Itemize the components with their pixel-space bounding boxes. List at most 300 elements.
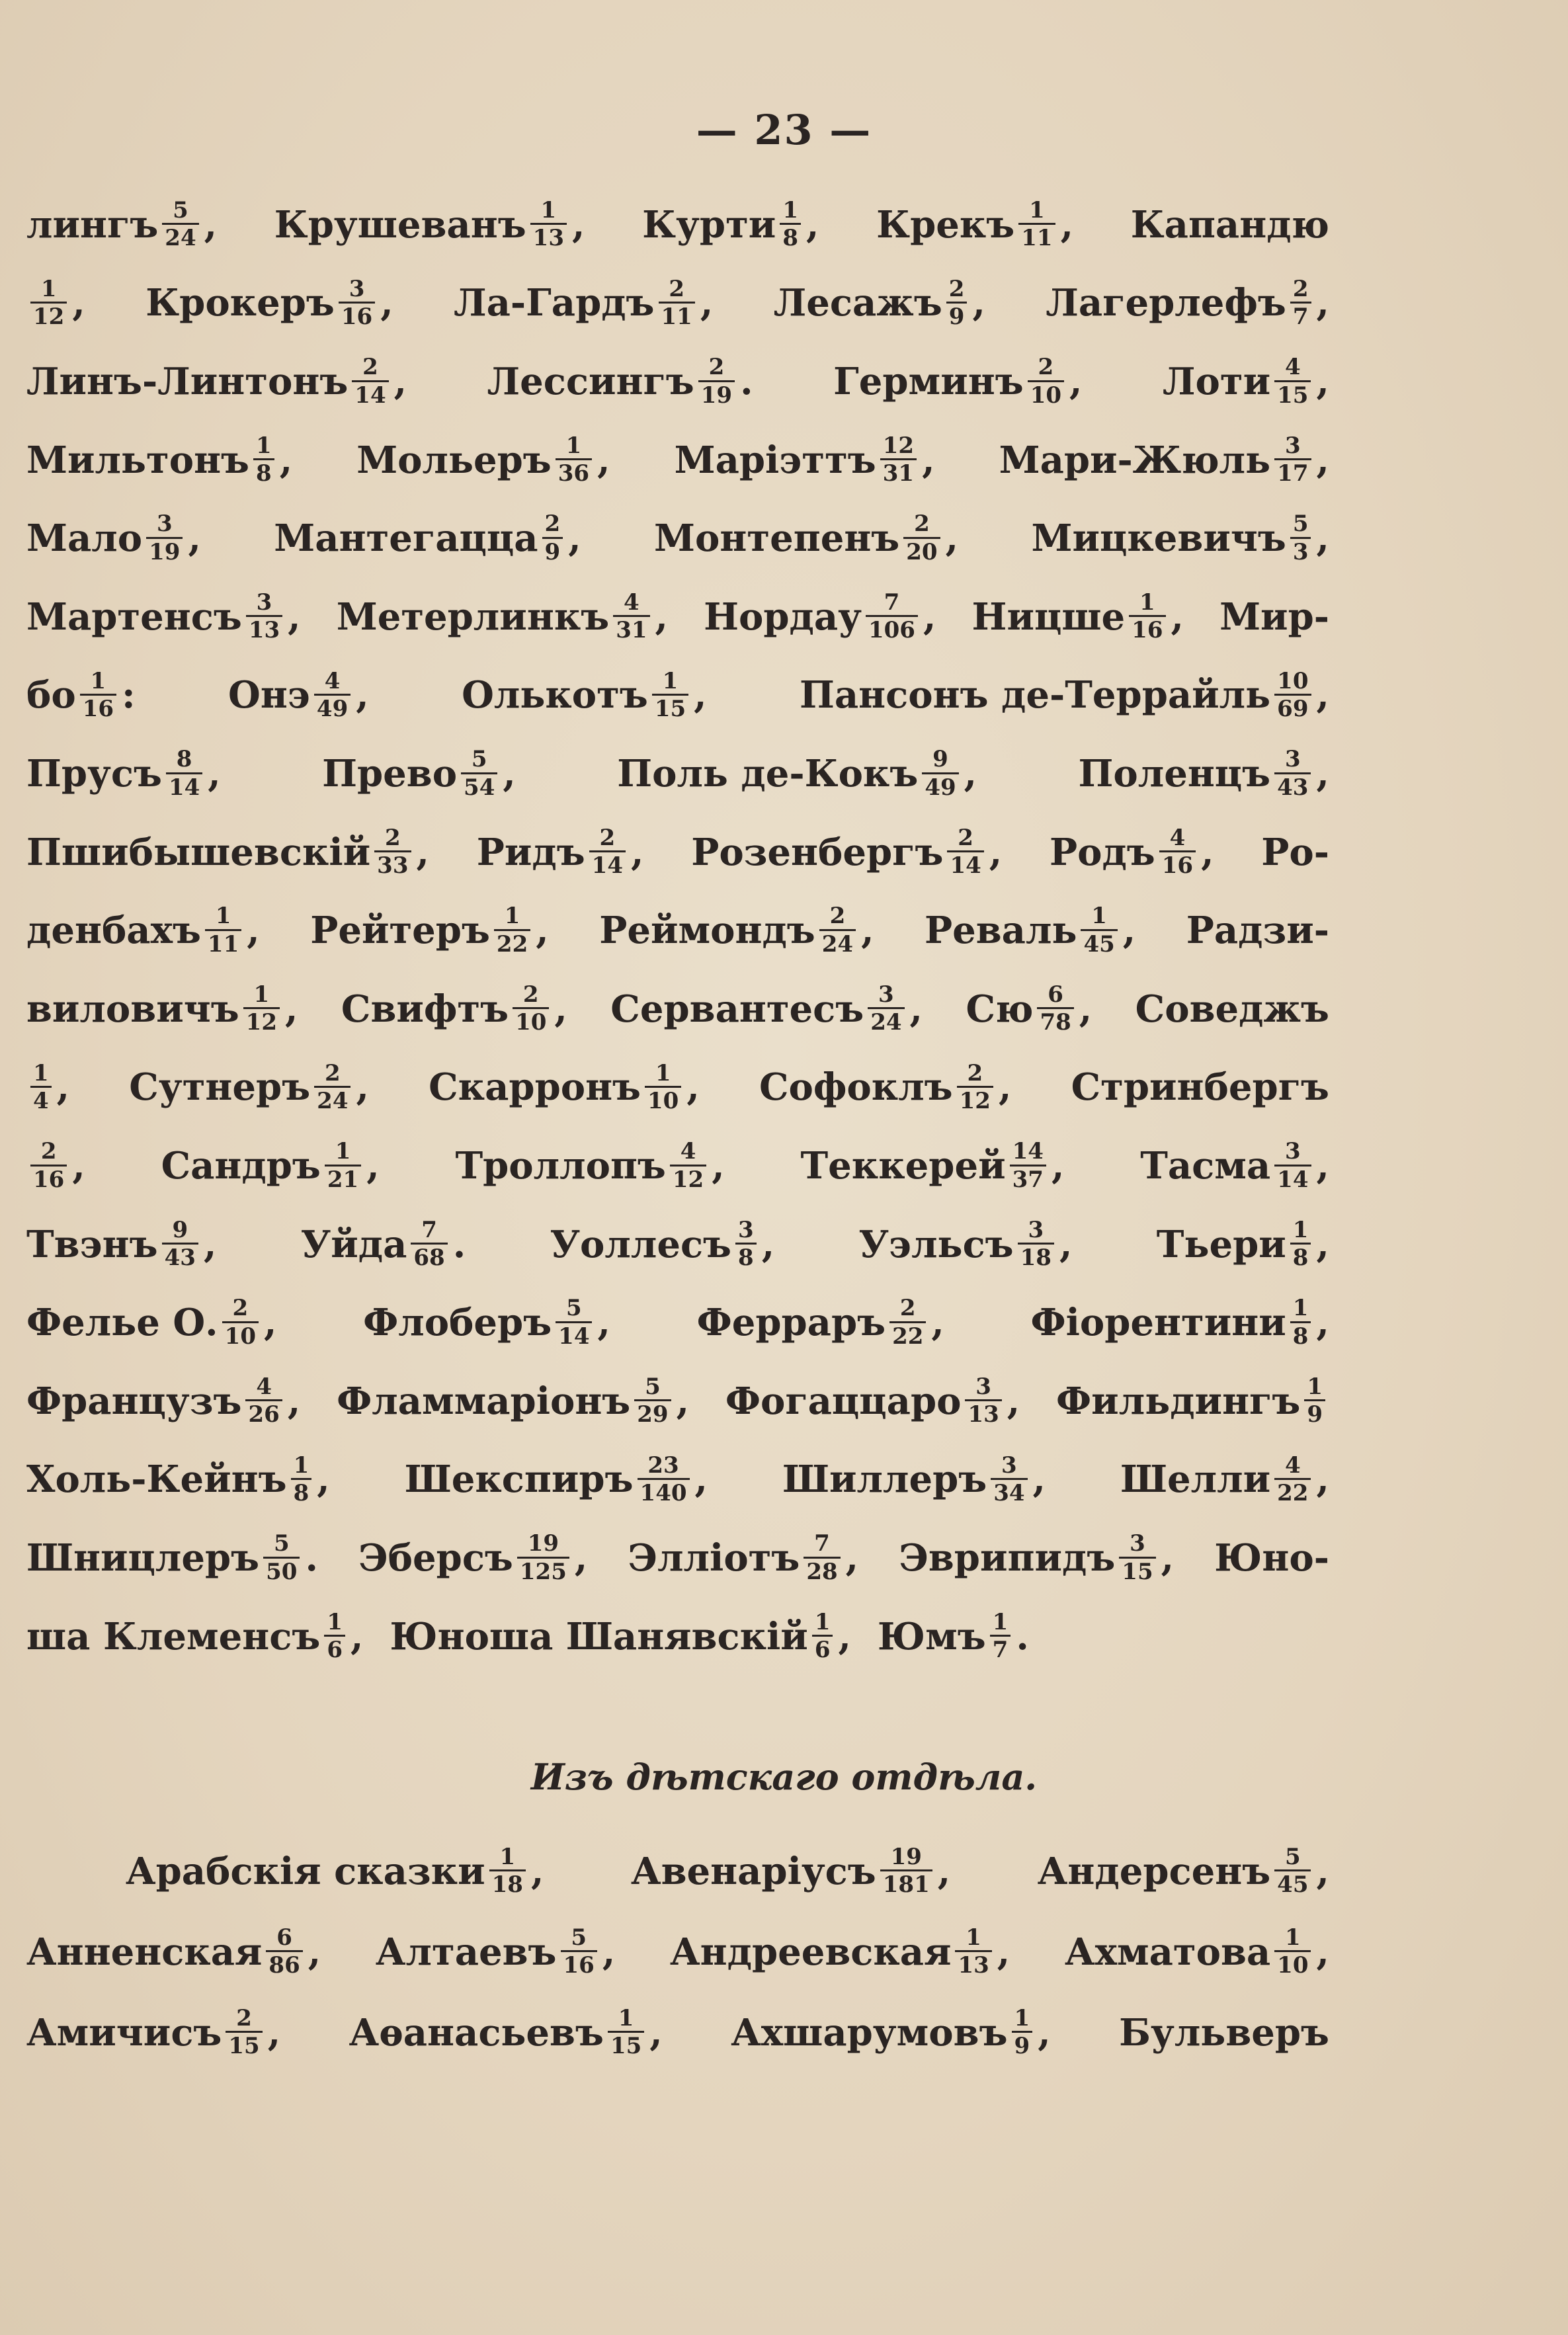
author-entry <box>774 277 985 330</box>
punctuation: , <box>1161 1536 1175 1580</box>
punctuation: , <box>1051 1144 1065 1188</box>
fraction-denominator: 10 <box>1274 1950 1311 1978</box>
author-entry <box>26 747 221 800</box>
fraction-numerator: 3 <box>878 981 894 1008</box>
fraction-numerator: 1 <box>1284 1924 1301 1951</box>
author-name: Юноша Шанявскій <box>390 1614 808 1659</box>
fraction-numerator: 12 <box>882 432 915 459</box>
fraction-denominator: 6 <box>812 1635 833 1662</box>
author-name: ша Клеменсъ <box>26 1614 321 1659</box>
fraction-numerator: 5 <box>645 1373 661 1400</box>
fraction-denominator: 10 <box>513 1007 549 1035</box>
author-entry <box>26 277 85 330</box>
author-entry <box>925 904 1135 957</box>
author-entry <box>228 669 369 722</box>
fraction-numerator: 5 <box>173 197 188 224</box>
author-entry <box>876 198 1073 251</box>
author-entry <box>26 2006 280 2059</box>
author-name: Уэльсъ <box>858 1222 1014 1266</box>
author-entry <box>1163 355 1329 408</box>
author-entry <box>1157 1218 1329 1271</box>
rating-fraction <box>325 1139 361 1192</box>
author-entry <box>670 1926 1010 1979</box>
author-entry <box>1031 512 1329 565</box>
punctuation: , <box>1069 360 1083 404</box>
author-entry <box>691 826 1002 879</box>
punctuation: , <box>845 1536 859 1580</box>
punctuation: , <box>998 1065 1012 1110</box>
rating-fraction <box>812 1610 833 1663</box>
author-name: Ахшарумовъ <box>731 2010 1008 2055</box>
author-name: Эллiотъ <box>628 1536 800 1580</box>
author-entry <box>800 669 1329 722</box>
author-name: Троллопъ <box>455 1144 666 1188</box>
author-name: Мольеръ <box>356 438 552 482</box>
author-entry <box>358 1532 587 1584</box>
author-entry <box>1214 1536 1329 1580</box>
author-name: денбахъ <box>26 909 201 953</box>
author-name: Прево <box>322 752 458 796</box>
punctuation: . <box>1016 1614 1029 1659</box>
author-name: Юмъ <box>877 1614 986 1659</box>
fraction-denominator: 14 <box>166 772 202 800</box>
author-entry <box>878 1610 1029 1663</box>
fraction-numerator: 1 <box>966 1924 981 1951</box>
author-entry <box>631 1845 950 1898</box>
rating-fraction <box>1018 1218 1054 1271</box>
fraction-numerator: 2 <box>522 981 539 1008</box>
punctuation: , <box>805 202 819 247</box>
rating-fraction <box>1304 1375 1325 1428</box>
author-entry <box>376 1926 615 1979</box>
author-entry <box>675 434 935 487</box>
fraction-numerator: 1 <box>662 667 679 694</box>
punctuation: , <box>655 594 669 639</box>
author-entry <box>26 1139 85 1192</box>
fraction-numerator: 2 <box>708 354 725 381</box>
author-entry <box>26 512 201 565</box>
fraction-numerator: 3 <box>1130 1530 1145 1557</box>
fraction-denominator: 16 <box>561 1950 597 1978</box>
punctuation: , <box>922 438 935 482</box>
punctuation: , <box>1122 909 1136 953</box>
fraction-numerator: 1 <box>256 432 272 459</box>
author-name: Фіорентини <box>1030 1301 1286 1345</box>
rating-fraction <box>947 826 983 879</box>
author-entry <box>26 1532 318 1584</box>
author-name: Онэ <box>228 673 310 717</box>
author-entry <box>1050 826 1214 879</box>
fraction-denominator: 15 <box>652 694 688 721</box>
punctuation: , <box>1316 752 1329 796</box>
punctuation: , <box>308 1930 321 1974</box>
author-name: Эберсъ <box>358 1536 513 1580</box>
punctuation: , <box>188 516 201 561</box>
text-line <box>26 669 1329 722</box>
fraction-numerator: 1 <box>782 197 798 224</box>
author-name: Тасма <box>1140 1144 1271 1188</box>
fraction-denominator: 18 <box>489 1869 526 1897</box>
fraction-numerator: 14 <box>1012 1138 1044 1165</box>
author-name: Андреевская <box>670 1930 952 1974</box>
fraction-denominator: 68 <box>411 1243 447 1270</box>
author-entry <box>1186 909 1329 953</box>
author-entry <box>487 355 753 408</box>
fraction-denominator: 15 <box>226 2031 262 2059</box>
punctuation: , <box>56 1065 70 1110</box>
fraction-numerator: 2 <box>1292 275 1309 302</box>
author-name: Юно- <box>1214 1536 1329 1580</box>
author-entry <box>301 1218 466 1271</box>
author-entry <box>1120 1454 1329 1506</box>
author-entry <box>1056 1375 1329 1428</box>
fraction-numerator: 1 <box>1014 2005 1030 2031</box>
fraction-denominator: 6 <box>324 1635 345 1662</box>
fraction-numerator: 1 <box>814 1608 831 1635</box>
rating-fraction <box>542 512 563 565</box>
fraction-denominator: 140 <box>638 1478 690 1506</box>
rating-fraction <box>880 1845 932 1898</box>
author-name: Поль де-Кокъ <box>617 752 919 796</box>
fraction-numerator: 4 <box>1284 1452 1301 1479</box>
punctuation: : <box>122 673 136 717</box>
fraction-numerator: 4 <box>1284 354 1301 381</box>
fraction-denominator: 14 <box>947 850 983 878</box>
author-entry <box>704 591 936 643</box>
punctuation: , <box>1316 281 1329 325</box>
rating-fraction <box>1018 198 1055 251</box>
fraction-denominator: 14 <box>589 850 626 878</box>
author-name: Анненская <box>26 1930 263 1974</box>
fraction-numerator: 3 <box>256 589 272 616</box>
rating-fraction <box>494 904 530 957</box>
punctuation: , <box>861 909 874 953</box>
punctuation: , <box>945 516 959 561</box>
text-line <box>26 198 1329 251</box>
author-name: Курти <box>642 202 776 247</box>
fraction-denominator: 24 <box>314 1086 351 1114</box>
punctuation: , <box>1316 1457 1329 1502</box>
fraction-denominator: 18 <box>1018 1243 1054 1270</box>
rating-fraction <box>957 1061 993 1114</box>
fraction-denominator: 33 <box>374 850 411 878</box>
text-line <box>26 2006 1329 2059</box>
rating-fraction <box>291 1454 312 1506</box>
text-line <box>26 1061 1329 1114</box>
rating-fraction <box>266 1926 302 1979</box>
rating-fraction <box>819 904 856 957</box>
author-entry <box>1219 594 1329 639</box>
author-name: Олькотъ <box>462 673 648 717</box>
fraction-denominator: 11 <box>205 929 241 957</box>
author-name: Фогаццаро <box>725 1379 962 1423</box>
fraction-numerator: 2 <box>236 2005 252 2031</box>
author-entry <box>800 1139 1064 1192</box>
text-line <box>26 826 1329 879</box>
author-name: Сю <box>966 987 1034 1031</box>
fraction-numerator: 1 <box>335 1138 351 1165</box>
fraction-denominator: 13 <box>530 223 567 251</box>
punctuation: . <box>740 360 753 404</box>
author-entry <box>26 826 429 879</box>
rating-fraction <box>246 591 282 643</box>
author-entry <box>26 198 217 251</box>
rating-fraction <box>162 198 198 251</box>
text-line <box>26 1296 1329 1349</box>
fraction-numerator: 1 <box>1029 197 1045 224</box>
punctuation: , <box>694 673 707 717</box>
author-name: Крушеванъ <box>274 202 526 247</box>
text-line <box>26 1375 1329 1428</box>
author-name: Арабскія сказки <box>126 1849 485 1893</box>
author-entry <box>145 277 393 330</box>
punctuation: , <box>964 752 977 796</box>
author-entry <box>628 1532 859 1584</box>
fraction-denominator: 34 <box>991 1478 1027 1506</box>
fraction-denominator: 106 <box>866 615 918 643</box>
punctuation: , <box>536 909 549 953</box>
author-name: Родъ <box>1049 830 1155 874</box>
author-name: Метерлинкъ <box>336 594 610 639</box>
fraction-numerator: 1 <box>540 197 557 224</box>
fraction-denominator: 50 <box>263 1557 300 1584</box>
fraction-denominator: 14 <box>556 1321 592 1349</box>
author-entry <box>782 1454 1046 1506</box>
fraction-numerator: 2 <box>40 1138 57 1165</box>
author-entry <box>363 1296 610 1349</box>
author-name: Скарронъ <box>429 1065 641 1110</box>
author-entry <box>26 434 292 487</box>
author-name: Сервантесъ <box>610 987 864 1031</box>
rating-fraction <box>80 669 116 722</box>
fraction-denominator: 7 <box>1290 302 1311 329</box>
text-line <box>26 1532 1329 1584</box>
punctuation: , <box>923 594 936 639</box>
author-entry <box>1065 1926 1329 1979</box>
fraction-denominator: 14 <box>1274 1165 1311 1192</box>
author-name: Рейтеръ <box>310 909 490 953</box>
fraction-denominator: 16 <box>339 302 375 329</box>
author-entry <box>462 669 707 722</box>
author-entry <box>337 591 668 643</box>
fraction-numerator: 4 <box>624 589 640 616</box>
author-name: Нордау <box>704 594 862 639</box>
punctuation: , <box>1316 438 1329 482</box>
author-entry <box>550 1218 775 1271</box>
rating-fraction <box>645 1061 681 1114</box>
fraction-denominator: 12 <box>30 302 67 329</box>
author-entry <box>26 983 298 1036</box>
author-entry <box>642 198 819 251</box>
author-name: Бульверъ <box>1119 2010 1329 2055</box>
rating-fraction <box>30 1139 67 1192</box>
punctuation: , <box>1316 673 1329 717</box>
author-entry <box>349 2006 663 2059</box>
rating-fraction <box>411 1218 447 1271</box>
fraction-denominator: 15 <box>608 2031 644 2059</box>
author-name: Реймондъ <box>599 909 815 953</box>
author-entry <box>966 983 1092 1036</box>
author-name: Аѳанасьевъ <box>349 2010 604 2055</box>
fraction-numerator: 1 <box>90 667 106 694</box>
fraction-denominator: 36 <box>556 458 592 486</box>
fraction-numerator: 4 <box>256 1373 272 1400</box>
author-entry <box>999 434 1329 487</box>
punctuation: , <box>700 281 714 325</box>
fraction-denominator: 22 <box>494 929 530 957</box>
punctuation: , <box>597 1301 610 1345</box>
text-line <box>126 1845 1329 1898</box>
author-entry <box>1078 747 1329 800</box>
punctuation: , <box>1059 1222 1073 1266</box>
author-entry <box>405 1454 708 1506</box>
fraction-denominator: 31 <box>613 615 649 643</box>
punctuation: , <box>597 438 610 482</box>
rating-fraction <box>556 434 592 487</box>
fraction-numerator: 9 <box>172 1216 188 1243</box>
author-entry <box>731 2006 1051 2059</box>
punctuation: , <box>317 1457 330 1502</box>
author-entry <box>759 1061 1012 1114</box>
author-name: Соведжъ <box>1135 987 1329 1031</box>
author-name: Софоклъ <box>759 1065 953 1110</box>
rating-fraction <box>1274 1139 1311 1192</box>
author-name: Лоти <box>1163 360 1271 404</box>
fraction-denominator: 11 <box>659 302 695 329</box>
punctuation: , <box>937 1849 951 1893</box>
rating-fraction <box>222 1296 259 1349</box>
rating-fraction <box>314 1061 351 1114</box>
fraction-numerator: 3 <box>1001 1452 1017 1479</box>
author-entry <box>26 1610 364 1663</box>
fraction-denominator: 43 <box>1274 772 1311 800</box>
fraction-numerator: 2 <box>669 275 685 302</box>
rating-fraction <box>263 1532 300 1584</box>
punctuation: , <box>1038 2010 1051 2055</box>
author-entry <box>1261 830 1329 874</box>
author-name: Лагерлефъ <box>1046 281 1286 325</box>
fraction-denominator: 7 <box>990 1635 1011 1662</box>
punctuation: , <box>1316 360 1329 404</box>
rating-fraction <box>1274 355 1311 408</box>
fraction-denominator: 10 <box>645 1086 681 1114</box>
punctuation: , <box>204 202 218 247</box>
fraction-numerator: 3 <box>349 275 365 302</box>
author-name: Стринбергъ <box>1071 1065 1329 1110</box>
punctuation: , <box>72 281 85 325</box>
punctuation: , <box>761 1222 775 1266</box>
fraction-numerator: 7 <box>814 1530 830 1557</box>
punctuation: , <box>351 1614 364 1659</box>
fraction-numerator: 1 <box>1307 1373 1323 1400</box>
fraction-numerator: 1 <box>499 1844 516 1870</box>
author-name: Тьери <box>1156 1222 1286 1266</box>
author-name: Холь-Кейнъ <box>26 1457 287 1502</box>
fraction-numerator: 1 <box>33 1059 49 1086</box>
fraction-numerator: 5 <box>1292 511 1309 538</box>
rating-fraction <box>517 1532 569 1584</box>
punctuation: , <box>694 1457 708 1502</box>
author-name: Ридъ <box>476 830 585 874</box>
fraction-denominator: 8 <box>1290 1243 1311 1270</box>
punctuation: , <box>676 1379 690 1423</box>
rating-fraction <box>965 1375 1001 1428</box>
author-name: Французъ <box>26 1379 242 1423</box>
fraction-numerator: 5 <box>471 746 487 773</box>
author-name: Капандю <box>1130 202 1329 247</box>
fraction-numerator: 3 <box>738 1216 754 1243</box>
fraction-denominator: 14 <box>352 380 388 408</box>
punctuation: , <box>356 673 369 717</box>
author-name: Флоберъ <box>363 1301 552 1345</box>
fraction-denominator: 13 <box>965 1399 1001 1427</box>
fraction-denominator: 8 <box>780 223 801 251</box>
punctuation: , <box>1316 1930 1329 1974</box>
punctuation: , <box>366 1144 380 1188</box>
fraction-denominator: 8 <box>735 1243 757 1270</box>
author-name: Прусъ <box>26 752 162 796</box>
fraction-numerator: 1 <box>253 981 270 1008</box>
author-entry <box>899 1532 1174 1584</box>
rating-fraction <box>324 1610 345 1663</box>
fraction-denominator: 86 <box>266 1950 302 1978</box>
text-line <box>26 983 1329 1036</box>
punctuation: , <box>356 1065 369 1110</box>
author-entry <box>126 1845 544 1898</box>
rating-fraction <box>1159 826 1196 879</box>
fraction-denominator: 19 <box>698 380 735 408</box>
fraction-denominator: 8 <box>253 458 274 486</box>
author-name: Ницше <box>971 594 1126 639</box>
author-name: Сутнеръ <box>129 1065 311 1110</box>
fraction-numerator: 3 <box>156 511 173 538</box>
author-entry <box>599 904 874 957</box>
text-line <box>26 355 1329 408</box>
fraction-numerator: 1 <box>504 903 520 930</box>
punctuation: , <box>686 1065 700 1110</box>
author-entry <box>1119 2010 1329 2055</box>
punctuation: , <box>203 1222 217 1266</box>
punctuation: , <box>574 1536 588 1580</box>
author-entry <box>26 1454 330 1506</box>
rating-fraction <box>1290 1296 1311 1349</box>
author-name: Алтаевъ <box>375 1930 557 1974</box>
author-entry <box>429 1061 700 1114</box>
fraction-denominator: 24 <box>162 223 198 251</box>
rating-fraction <box>659 277 695 330</box>
fraction-numerator: 5 <box>565 1295 582 1322</box>
author-entry <box>322 747 516 800</box>
author-entry <box>161 1139 380 1192</box>
fraction-numerator: 7 <box>884 589 900 616</box>
punctuation: . <box>305 1536 318 1580</box>
rating-fraction <box>991 1454 1027 1506</box>
fraction-denominator: 24 <box>868 1007 904 1035</box>
fraction-numerator: 1 <box>992 1608 1009 1635</box>
text-line <box>26 1139 1329 1192</box>
rating-fraction <box>670 1139 706 1192</box>
fraction-numerator: 2 <box>362 354 378 381</box>
fraction-numerator: 6 <box>276 1924 292 1951</box>
author-name: лингъ <box>26 202 159 247</box>
fraction-denominator: 22 <box>889 1321 926 1349</box>
fraction-numerator: 4 <box>324 667 341 694</box>
author-entry <box>356 434 610 487</box>
rating-fraction <box>955 1926 991 1979</box>
punctuation: , <box>416 830 429 874</box>
author-name: Мартенсъ <box>26 594 242 639</box>
author-name: Пшибышевскій <box>26 830 371 874</box>
